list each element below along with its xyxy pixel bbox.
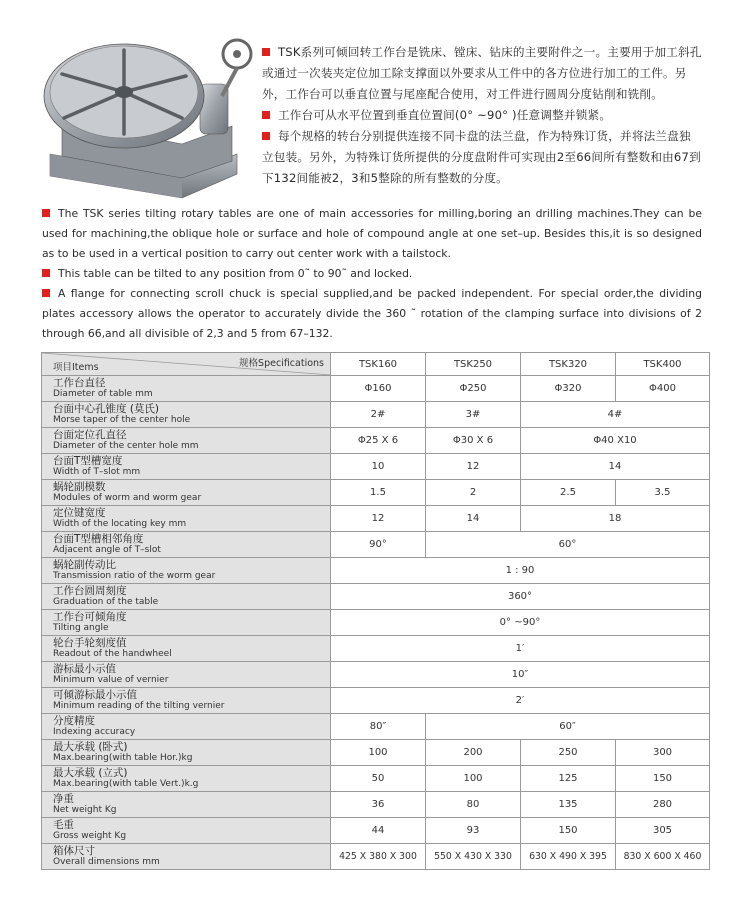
row-label <box>42 636 331 662</box>
row-label-zh: 台面T型槽相邻角度 <box>53 532 144 545</box>
row-label-en: Max.bearing(with table Vert.)k.g <box>53 778 199 789</box>
row-label <box>42 376 331 402</box>
value-cell: 1′ <box>331 636 710 662</box>
table-row <box>42 688 710 714</box>
value-cell: Φ40 X10 <box>521 428 710 454</box>
value-cell: 150 <box>521 818 616 844</box>
table-header-row <box>42 353 710 376</box>
specifications-table <box>41 352 710 870</box>
value-cell: 100 <box>426 766 521 792</box>
value-cell: 80 <box>426 792 521 818</box>
row-label-zh: 最大承载 (卧式) <box>53 740 128 753</box>
value-cell: Φ30 X 6 <box>426 428 521 454</box>
description-en-paragraph: The TSK series tilting rotary tables are one of main accessories for milling,boring an drilling machines.They can be used for machining,the oblique hole or surface and hole of compound angle at one set–up. Besides this,it is so designed as to be used in a vertical position to carry out center work with a tailstock. <box>42 207 702 260</box>
row-label-zh: 工作台直径 <box>53 376 106 389</box>
table-row <box>42 376 710 402</box>
red-square-bullet-icon <box>262 111 270 119</box>
row-label-zh: 工作台可倾角度 <box>53 610 127 623</box>
row-label-zh: 可倾游标最小示值 <box>53 688 137 701</box>
value-cell: 125 <box>521 766 616 792</box>
header-corner-cell <box>42 353 331 376</box>
row-label-en: Indexing accuracy <box>53 726 136 737</box>
description-en-paragraph: This table can be tilted to any position from 0˜ to 90˜ and locked. <box>42 264 702 284</box>
row-label-en: Minimum value of vernier <box>53 674 169 685</box>
table-row <box>42 766 710 792</box>
value-cell: 280 <box>616 792 710 818</box>
value-cell: Φ400 <box>616 376 710 402</box>
value-cell: 10″ <box>331 662 710 688</box>
value-cell: 300 <box>616 740 710 766</box>
row-label-en: Max.bearing(with table Hor.)kg <box>53 752 193 763</box>
row-label <box>42 480 331 506</box>
table-row <box>42 532 710 558</box>
table-row <box>42 714 710 740</box>
row-label-en: Net weight Kg <box>53 804 117 815</box>
row-label-en: Width of the locating key mm <box>53 518 187 529</box>
value-cell: Φ320 <box>521 376 616 402</box>
description-cn-paragraph: 工作台可从水平位置到垂直位置间(0° ~90° )任意调整并锁紧。 <box>262 105 702 126</box>
value-cell: 3.5 <box>616 480 710 506</box>
value-cell: 60° <box>426 532 710 558</box>
value-cell: 36 <box>331 792 426 818</box>
description-en <box>42 204 702 344</box>
row-label-en: Width of T–slot mm <box>53 466 141 477</box>
value-cell: 135 <box>521 792 616 818</box>
row-label <box>42 844 331 870</box>
value-cell: 305 <box>616 818 710 844</box>
value-cell: 3# <box>426 402 521 428</box>
value-cell: 4# <box>521 402 710 428</box>
model-header: TSK320 <box>521 353 616 376</box>
rotary-table-photo <box>32 26 257 204</box>
table-row <box>42 844 710 870</box>
description-cn <box>262 42 702 189</box>
row-label-zh: 游标最小示值 <box>53 662 116 675</box>
value-cell: 360° <box>331 584 710 610</box>
value-cell: 425 X 380 X 300 <box>331 844 426 870</box>
row-label <box>42 454 331 480</box>
row-label <box>42 714 331 740</box>
description-cn-paragraph: TSK系列可倾回转工作台是铣床、镗床、钻床的主要附件之一。主要用于加工斜孔或通过一次装夹定位加工除支撑面以外要求从工件中的各方位进行加工的工件。另外，工作台可以垂直位置与尾座配合使用，对工件进行圆周分度钻削和铣削。 <box>262 45 702 101</box>
row-label-zh: 台面T型槽宽度 <box>53 454 123 467</box>
row-label-zh: 最大承载 (立式) <box>53 766 128 779</box>
table-row <box>42 610 710 636</box>
row-label-en: Gross weight Kg <box>53 830 127 841</box>
row-label-en: Graduation of the table <box>53 596 159 607</box>
value-cell: 2.5 <box>521 480 616 506</box>
row-label-zh: 台面中心孔锥度 (莫氏) <box>53 402 160 415</box>
value-cell: 2 <box>426 480 521 506</box>
table-row <box>42 402 710 428</box>
table-row <box>42 454 710 480</box>
value-cell: 93 <box>426 818 521 844</box>
row-label <box>42 740 331 766</box>
description-cn-paragraph: 每个规格的转台分别提供连接不同卡盘的法兰盘，作为特殊订货，并将法兰盘独立包装。另外，为特殊订货所提供的分度盘附件可实现由2至66间所有整数和由67到下132间能被2，3和5整除的所有整数的分度。 <box>262 129 701 185</box>
row-label <box>42 766 331 792</box>
row-label-en: Modules of worm and worm gear <box>53 492 202 503</box>
value-cell: 1.5 <box>331 480 426 506</box>
row-label <box>42 792 331 818</box>
value-cell: 14 <box>426 506 521 532</box>
table-row <box>42 818 710 844</box>
header-item-label: 项目Items <box>53 362 99 373</box>
value-cell: 150 <box>616 766 710 792</box>
model-header: TSK400 <box>616 353 710 376</box>
row-label-en: Minimum reading of the tilting vernier <box>53 700 225 711</box>
model-header: TSK160 <box>331 353 426 376</box>
row-label <box>42 688 331 714</box>
value-cell: 12 <box>331 506 426 532</box>
red-square-bullet-icon <box>42 269 50 277</box>
value-cell: 18 <box>521 506 710 532</box>
row-label-zh: 台面定位孔直径 <box>53 428 127 441</box>
table-row <box>42 428 710 454</box>
value-cell: 10 <box>331 454 426 480</box>
value-cell: Φ160 <box>331 376 426 402</box>
row-label-en: Diameter of table mm <box>53 388 153 399</box>
red-square-bullet-icon <box>42 289 50 297</box>
red-square-bullet-icon <box>42 209 50 217</box>
value-cell: Φ250 <box>426 376 521 402</box>
red-square-bullet-icon <box>262 132 270 140</box>
header-spec-label: 规格Specifications <box>239 358 324 369</box>
table-row <box>42 792 710 818</box>
row-label <box>42 662 331 688</box>
value-cell: 100 <box>331 740 426 766</box>
value-cell: 90° <box>331 532 426 558</box>
value-cell: 250 <box>521 740 616 766</box>
row-label <box>42 506 331 532</box>
table-row <box>42 558 710 584</box>
table-row <box>42 506 710 532</box>
value-cell: 14 <box>521 454 710 480</box>
row-label-zh: 净重 <box>53 792 74 805</box>
model-header: TSK250 <box>426 353 521 376</box>
row-label-zh: 轮台手轮刻度值 <box>53 636 127 649</box>
value-cell: 830 X 600 X 460 <box>616 844 710 870</box>
value-cell: 200 <box>426 740 521 766</box>
table-row <box>42 584 710 610</box>
value-cell: 60″ <box>426 714 710 740</box>
row-label-en: Morse taper of the center hole <box>53 414 191 425</box>
row-label-zh: 定位键宽度 <box>53 506 106 519</box>
row-label <box>42 610 331 636</box>
value-cell: 50 <box>331 766 426 792</box>
value-cell: 44 <box>331 818 426 844</box>
value-cell: 550 X 430 X 330 <box>426 844 521 870</box>
value-cell: 0° ~90° <box>331 610 710 636</box>
value-cell: 630 X 490 X 395 <box>521 844 616 870</box>
row-label <box>42 532 331 558</box>
row-label-en: Diameter of the center hole mm <box>53 440 199 451</box>
description-en-paragraph: A flange for connecting scroll chuck is special supplied,and be packed independent. For special order,the dividing plates accessory allows the operator to accurately divide the 360 ˜ rotation of the clamping surface into divisions of 2 through 66,and all divisible of 2,3 and 5 from 67–132. <box>42 287 702 340</box>
value-cell: Φ25 X 6 <box>331 428 426 454</box>
row-label-en: Readout of the handwheel <box>53 648 172 659</box>
table-row <box>42 636 710 662</box>
value-cell: 2′ <box>331 688 710 714</box>
row-label-en: Overall dimensions mm <box>53 856 160 867</box>
value-cell: 2# <box>331 402 426 428</box>
row-label-en: Tilting angle <box>53 622 109 633</box>
value-cell: 12 <box>426 454 521 480</box>
row-label-zh: 箱体尺寸 <box>53 844 95 857</box>
value-cell: 80″ <box>331 714 426 740</box>
row-label-zh: 蜗轮副传动比 <box>53 558 116 571</box>
row-label-en: Adjacent angle of T–slot <box>53 544 161 555</box>
row-label <box>42 558 331 584</box>
row-label <box>42 584 331 610</box>
row-label <box>42 818 331 844</box>
row-label-zh: 毛重 <box>53 818 74 831</box>
table-row <box>42 662 710 688</box>
table-row <box>42 480 710 506</box>
row-label-zh: 分度精度 <box>53 714 95 727</box>
row-label-zh: 蜗轮副模数 <box>53 480 106 493</box>
row-label-en: Transmission ratio of the worm gear <box>53 570 216 581</box>
table-row <box>42 740 710 766</box>
row-label <box>42 402 331 428</box>
row-label <box>42 428 331 454</box>
value-cell: 1 : 90 <box>331 558 710 584</box>
red-square-bullet-icon <box>262 48 270 56</box>
row-label-zh: 工作台圆周刻度 <box>53 584 127 597</box>
